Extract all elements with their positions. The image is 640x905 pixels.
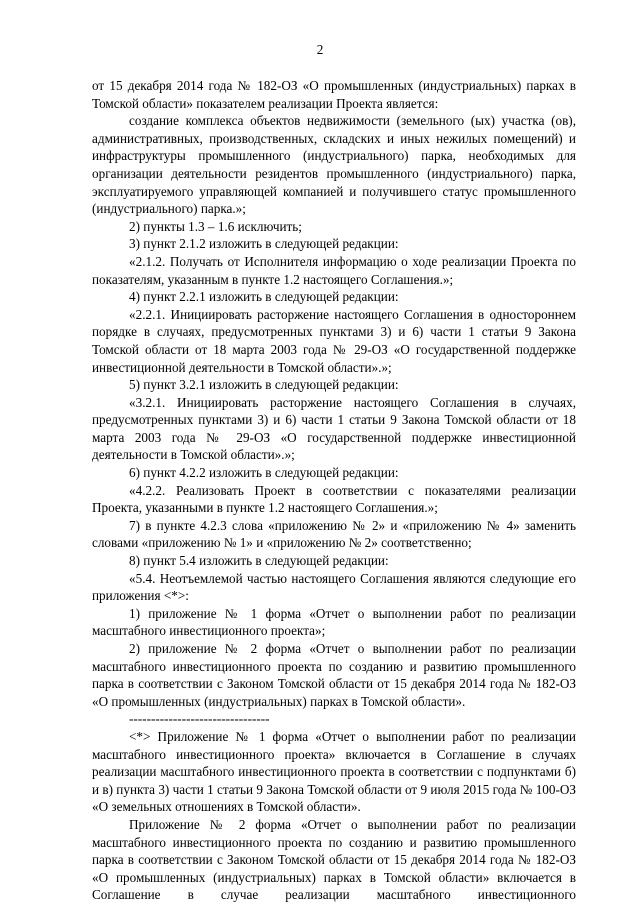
paragraph: 3) пункт 2.1.2 изложить в следующей редакции: (129, 236, 399, 252)
paragraph: 6) пункт 4.2.2 изложить в следующей редакции: (129, 465, 399, 481)
paragraph: «5.4. Неотъемлемой частью настоящего Соглашения являются следующие его приложения <*>: (92, 570, 576, 604)
paragraph: 1) приложение № 1 форма «Отчет о выполнении работ по реализации масштабного инвестиционного проекта»; (92, 605, 576, 639)
footnote-separator: -------------------------------- (129, 711, 270, 727)
paragraph: создание комплекса объектов недвижимости (земельного (ых) участка (ов), административных, производственных, складских и иных нежилых помещений) и инфраструктуры промышленного (индустриального) парка, необходимых для организации деятельности резидентов промышленного (индустриального) парка, эксплуатируемого управляющей компанией и получившего статус промышленного (индустриального) парка.»; (92, 113, 576, 217)
paragraph: 2) пункты 1.3 – 1.6 исключить; (129, 218, 302, 234)
paragraph: 8) пункт 5.4 изложить в следующей редакции: (129, 553, 389, 569)
paragraph: 4) пункт 2.2.1 изложить в следующей редакции: (129, 289, 399, 305)
footnotes (92, 728, 576, 904)
main-text (92, 77, 576, 710)
paragraph: «2.2.1. Инициировать расторжение настоящего Соглашения в одностороннем порядке в случаях, предусмотренных пунктами 3) и 6) части 1 статьи 9 Закона Томской области от 18 марта 2003 года № 29-ОЗ «О государственной поддержке инвестиционной деятельности в Томской области».»; (92, 306, 576, 375)
paragraph: «3.2.1. Инициировать расторжение настоящего Соглашения в случаях, предусмотренных пунктами 3) и 6) части 1 статьи 9 Закона Томской области от 18 марта 2003 года № 29-ОЗ «О государственной поддержке инвестиционной деятельности в Томской области».»; (92, 394, 576, 463)
paragraph: «4.2.2. Реализовать Проект в соответствии с показателями реализации Проекта, указанными в пункте 1.2 настоящего Соглашения.»; (92, 482, 576, 516)
paragraph: 2) приложение № 2 форма «Отчет о выполнении работ по реализации масштабного инвестиционного проекта по созданию и развитию промышленного парка в соответствии с Законом Томской области от 15 декабря 2014 года № 182-ОЗ «О промышленных (индустриальных) парках в Томской области». (92, 641, 576, 709)
paragraph: от 15 декабря 2014 года № 182-ОЗ «О промышленных (индустриальных) парках в Томской области» показателем реализации Проекта является: (92, 78, 576, 111)
paragraph: 5) пункт 3.2.1 изложить в следующей редакции: (129, 377, 399, 393)
footnote-paragraph: <*> Приложение № 1 форма «Отчет о выполнении работ по реализации масштабного инвестиционного проекта» включается в Соглашение в случаях реализации масштабного инвестиционного проекта в соответствии с подпунктами б) и в) пункта 3) части 1 статьи 9 Закона Томской области от 9 июля 2015 года № 100-ОЗ «О земельных отношениях в Томской области». (92, 728, 576, 815)
paragraph: «2.1.2. Получать от Исполнителя информацию о ходе реализации Проекта по показателям, указанным в пункте 1.2 настоящего Соглашения.»; (92, 253, 576, 287)
paragraph: 7) в пункте 4.2.3 слова «приложению № 2» и «приложению № 4» заменить словами «приложению № 1» и «приложению № 2» соответственно; (92, 517, 576, 551)
footnote-paragraph: Приложение № 2 форма «Отчет о выполнении работ по реализации масштабного инвестиционного проекта по созданию и развитию промышленного парка в соответствии с Законом Томской области от 15 декабря 2014 года № 182-ОЗ «О промышленных (индустриальных) парках в Томской области» включается в Соглашение в случае реализации масштабного инвестиционного (92, 816, 576, 903)
document-body (92, 77, 576, 904)
page-number: 2 (316, 42, 324, 57)
